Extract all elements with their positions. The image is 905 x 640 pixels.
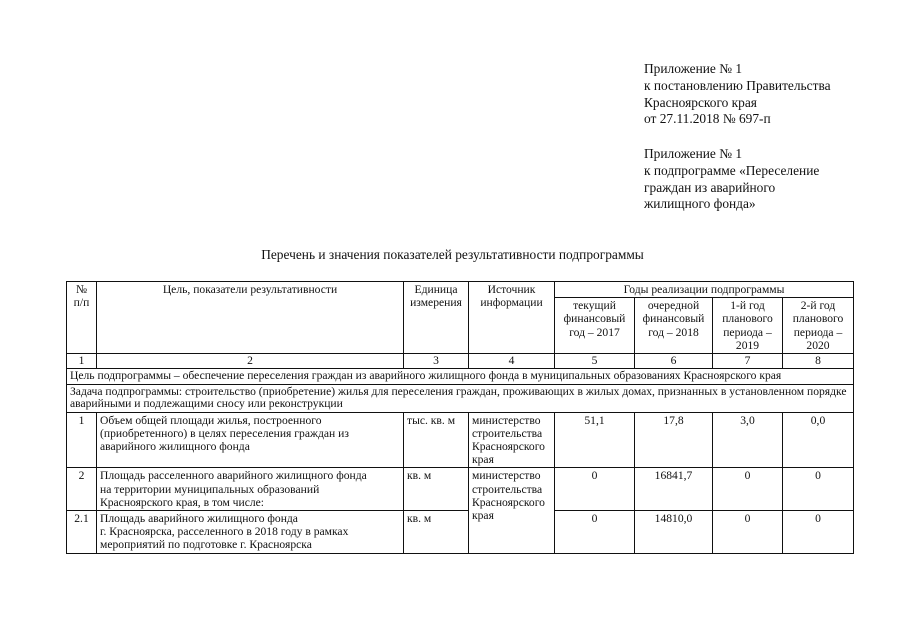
row-value-2018: 16841,7 <box>635 468 713 511</box>
column-number: 4 <box>469 354 555 369</box>
row-indicator-name: Площадь расселенного аварийного жилищного фонда на территории муниципальных образований Красноярского края, в том числе: <box>97 468 404 511</box>
appendix-line: Приложение № 1 <box>644 61 743 76</box>
appendix-line: от 27.11.2018 № 697-п <box>644 111 771 127</box>
row-value-2017: 0 <box>555 510 635 553</box>
row-unit: тыс. кв. м <box>404 412 469 468</box>
column-number: 1 <box>67 354 97 369</box>
table-row <box>67 468 854 511</box>
appendix-line: к постановлению Правительства <box>644 77 831 93</box>
header-goal: Цель, показатели результативности <box>97 282 404 354</box>
header-year-2018: очередной финансовый год – 2018 <box>635 298 713 354</box>
row-num: 1 <box>67 412 97 468</box>
row-source: министерство строительства Красноярского края <box>469 468 555 553</box>
row-num: 2 <box>67 468 97 511</box>
row-num: 2.1 <box>67 510 97 553</box>
goal-row <box>67 369 854 385</box>
row-value-2017: 0 <box>555 468 635 511</box>
column-number: 5 <box>555 354 635 369</box>
column-number: 8 <box>783 354 854 369</box>
row-value-2018: 14810,0 <box>635 510 713 553</box>
header-years-group: Годы реализации подпрограммы <box>555 282 854 298</box>
row-source: министерство строительства Красноярского края <box>469 412 555 468</box>
column-number: 6 <box>635 354 713 369</box>
appendix-line: Приложение № 1 <box>644 146 743 161</box>
appendix-line: граждан из аварийного <box>644 179 776 195</box>
appendix-line: Красноярского края <box>644 94 757 110</box>
header-year-2019: 1-й год планового периода – 2019 <box>713 298 783 354</box>
row-value-2020: 0,0 <box>783 412 854 468</box>
document-title: Перечень и значения показателей результативности подпрограммы <box>261 247 644 262</box>
column-number: 2 <box>97 354 404 369</box>
appendix-header-resolution <box>644 61 831 128</box>
header-num: № п/п <box>67 282 97 354</box>
task-text: Задача подпрограммы: строительство (приобретение) жилья для переселения граждан, проживающих в жилых домах, признанных в установленном порядке аварийными и подлежащими сносу или реконструкции <box>67 384 854 412</box>
table-row <box>67 510 854 553</box>
table-header-row <box>67 282 854 298</box>
row-value-2017: 51,1 <box>555 412 635 468</box>
row-value-2018: 17,8 <box>635 412 713 468</box>
row-indicator-name: Объем общей площади жилья, построенного (приобретенного) в целях переселения граждан из аварийного жилищного фонда <box>97 412 404 468</box>
column-numbers-row <box>67 354 854 369</box>
indicators-table <box>66 281 854 554</box>
row-unit: кв. м <box>404 510 469 553</box>
row-value-2019: 0 <box>713 468 783 511</box>
row-value-2019: 3,0 <box>713 412 783 468</box>
header-source: Источник информации <box>469 282 555 354</box>
appendix-header-subprogram <box>644 146 819 213</box>
header-year-2017: текущий финансовый год – 2017 <box>555 298 635 354</box>
row-value-2020: 0 <box>783 510 854 553</box>
goal-text: Цель подпрограммы – обеспечение переселения граждан из аварийного жилищного фонда в муниципальных образованиях Красноярского края <box>67 369 854 385</box>
header-year-2020: 2-й год планового периода – 2020 <box>783 298 854 354</box>
row-value-2019: 0 <box>713 510 783 553</box>
header-unit: Единица измерения <box>404 282 469 354</box>
row-unit: кв. м <box>404 468 469 511</box>
appendix-line: жилищного фонда» <box>644 196 756 212</box>
column-number: 3 <box>404 354 469 369</box>
appendix-line: к подпрограмме «Переселение <box>644 162 820 178</box>
row-indicator-name: Площадь аварийного жилищного фонда г. Красноярска, расселенного в 2018 году в рамках мероприятий по подготовке г. Красноярска <box>97 510 404 553</box>
task-row <box>67 384 854 412</box>
column-number: 7 <box>713 354 783 369</box>
table-row <box>67 412 854 468</box>
row-value-2020: 0 <box>783 468 854 511</box>
